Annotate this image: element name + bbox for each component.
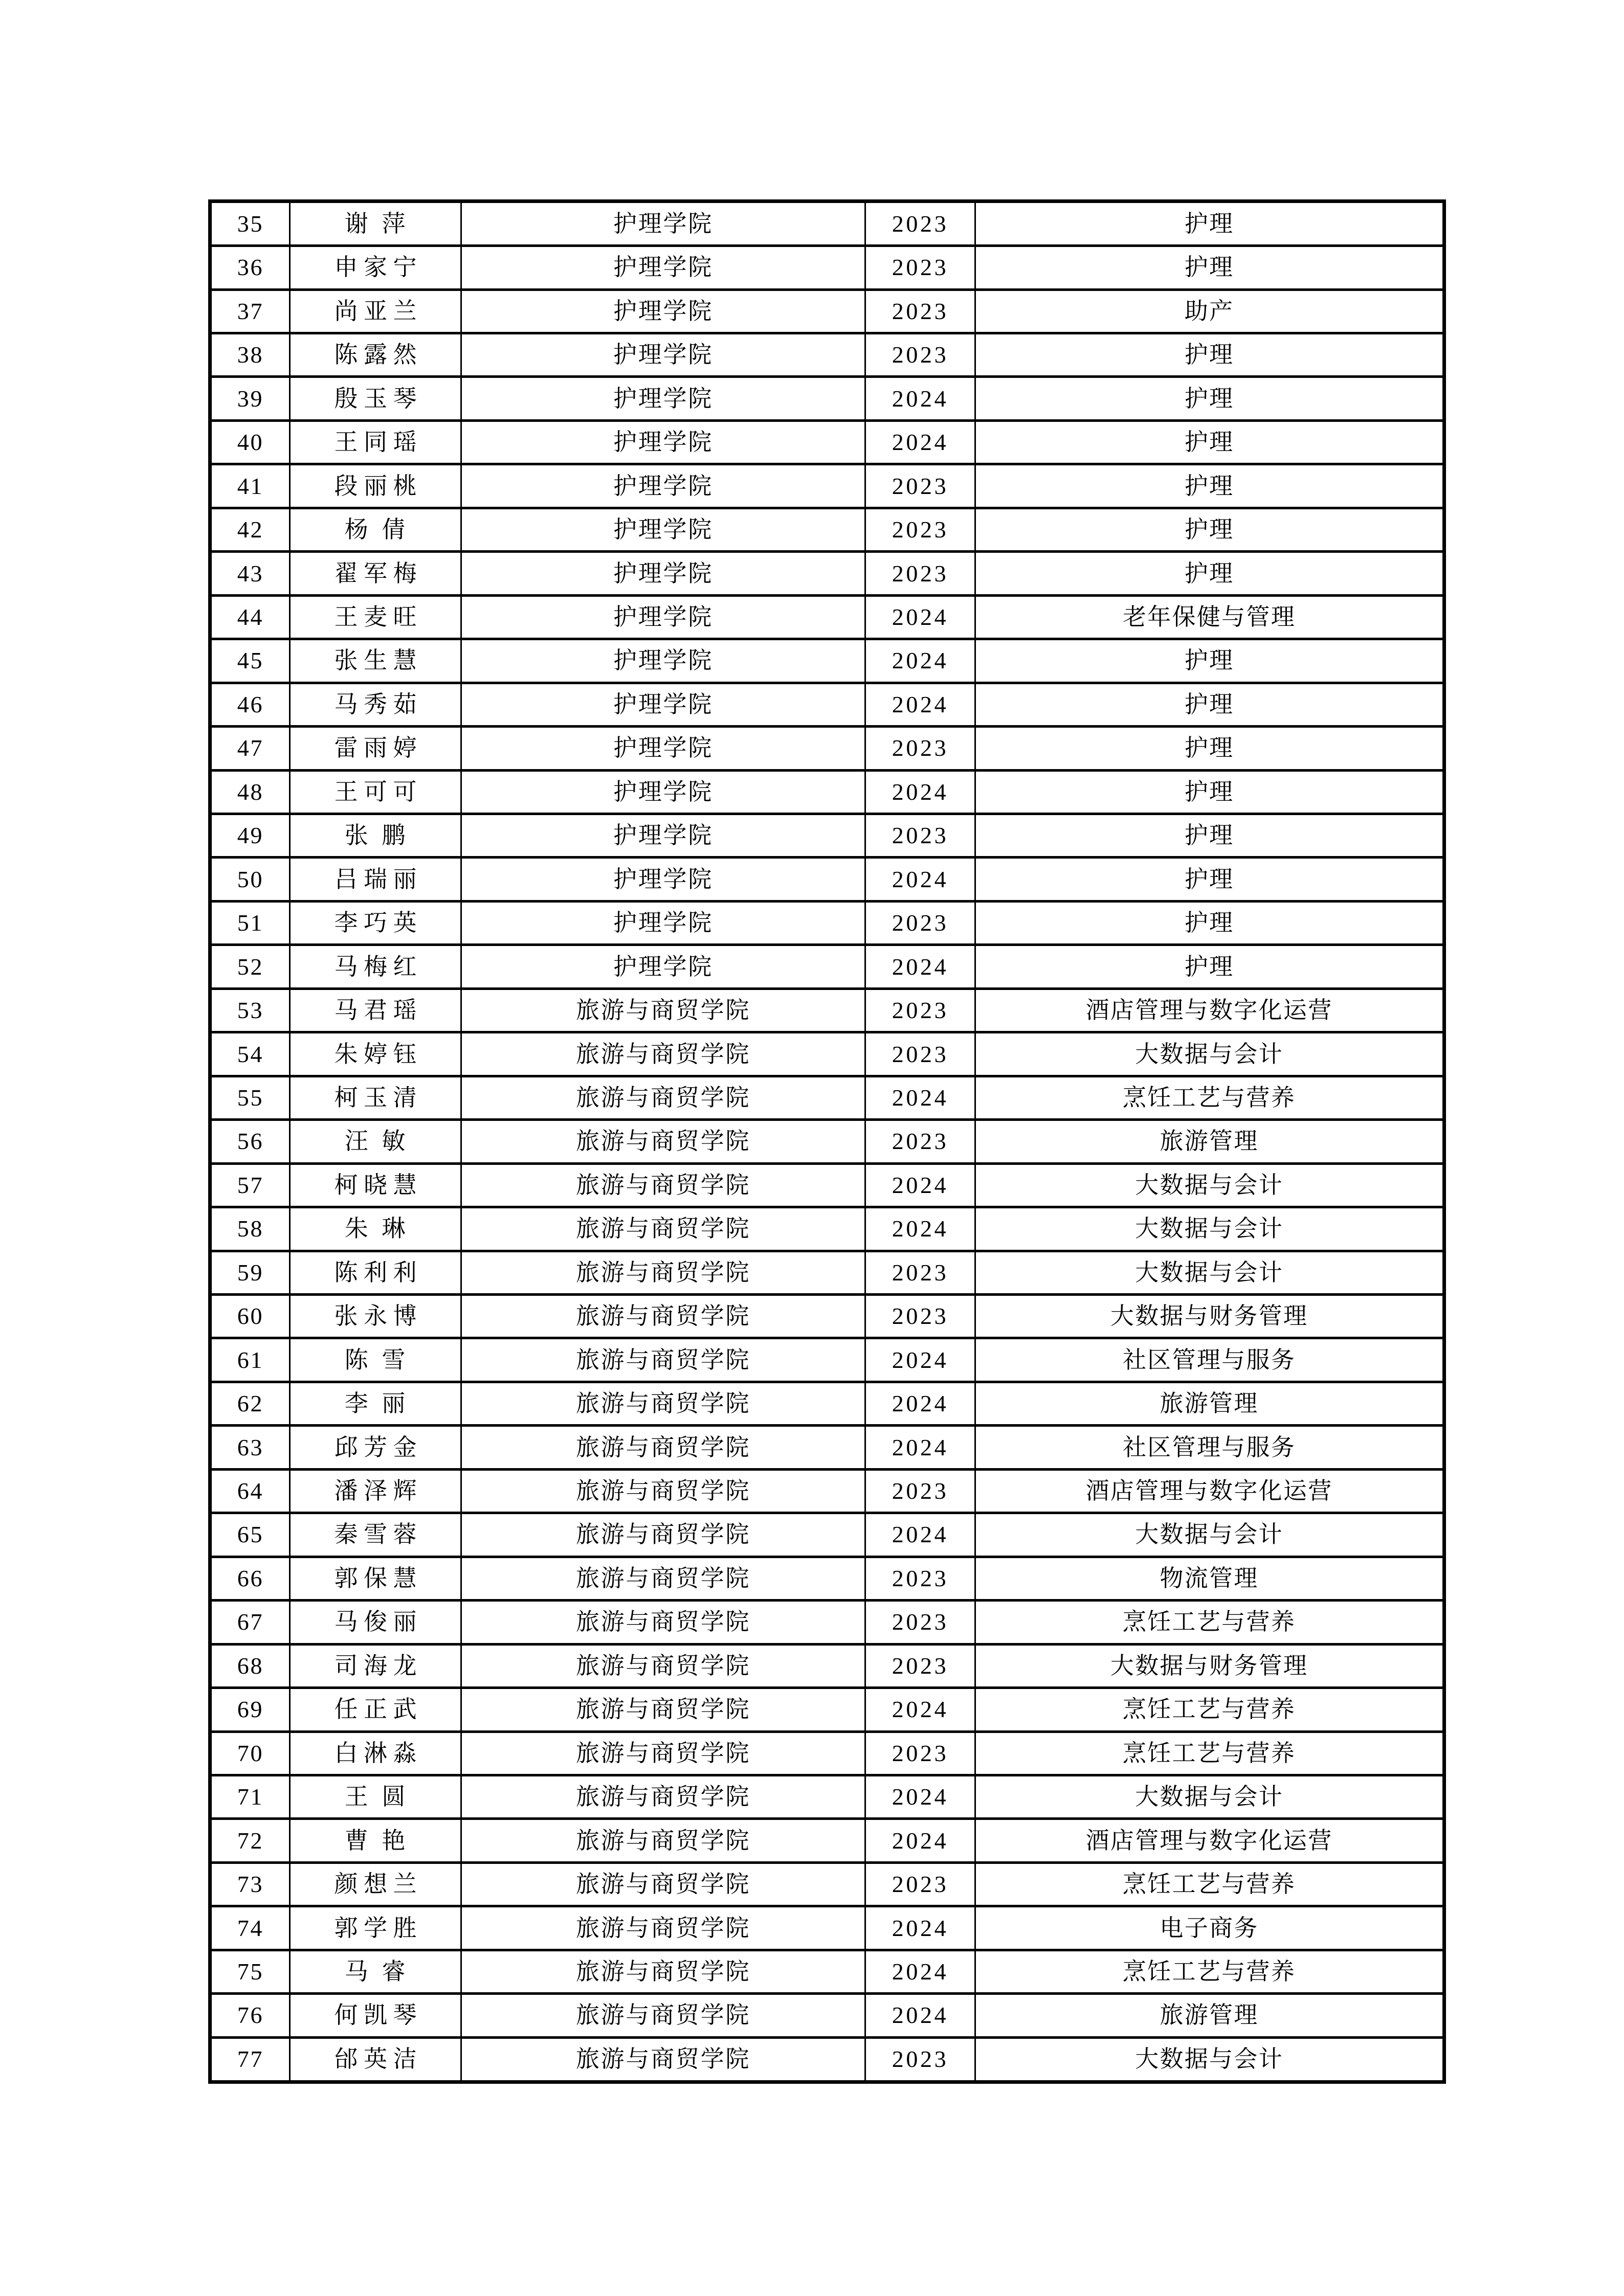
cell-year: 2023 — [865, 1032, 975, 1076]
cell-major: 护理 — [975, 508, 1444, 551]
table-row — [210, 1032, 1444, 1076]
table-row — [210, 1775, 1444, 1818]
cell-college: 护理学院 — [461, 727, 865, 770]
cell-college: 旅游与商贸学院 — [461, 1295, 865, 1338]
cell-year: 2024 — [865, 1950, 975, 1993]
cell-name: 张 鹏 — [290, 814, 461, 858]
cell-year: 2023 — [865, 2037, 975, 2082]
cell-name: 司海龙 — [290, 1644, 461, 1687]
table-row — [210, 552, 1444, 595]
cell-index: 54 — [210, 1032, 290, 1076]
cell-name: 马秀茹 — [290, 683, 461, 726]
cell-major: 大数据与财务管理 — [975, 1644, 1444, 1687]
cell-college: 旅游与商贸学院 — [461, 1601, 865, 1644]
cell-name: 马俊丽 — [290, 1601, 461, 1644]
cell-college: 旅游与商贸学院 — [461, 1819, 865, 1862]
table-row — [210, 1076, 1444, 1119]
cell-name: 王可可 — [290, 770, 461, 814]
table-row — [210, 1120, 1444, 1163]
cell-year: 2024 — [865, 1382, 975, 1425]
cell-year: 2023 — [865, 246, 975, 289]
cell-major: 物流管理 — [975, 1557, 1444, 1600]
cell-name: 朱 琳 — [290, 1207, 461, 1251]
cell-year: 2024 — [865, 1688, 975, 1731]
table-row — [210, 1338, 1444, 1382]
cell-major: 护理 — [975, 377, 1444, 420]
cell-index: 42 — [210, 508, 290, 551]
cell-major: 烹饪工艺与营养 — [975, 1601, 1444, 1644]
cell-name: 马梅红 — [290, 945, 461, 988]
table-row — [210, 1906, 1444, 1950]
cell-index: 43 — [210, 552, 290, 595]
cell-college: 旅游与商贸学院 — [461, 1950, 865, 1993]
cell-major: 酒店管理与数字化运营 — [975, 988, 1444, 1032]
cell-index: 56 — [210, 1120, 290, 1163]
cell-major: 旅游管理 — [975, 1382, 1444, 1425]
cell-name: 陈利利 — [290, 1251, 461, 1294]
cell-name: 李巧英 — [290, 901, 461, 944]
cell-year: 2024 — [865, 639, 975, 683]
cell-index: 57 — [210, 1163, 290, 1207]
cell-name: 任正武 — [290, 1688, 461, 1731]
student-roster-sheet — [208, 199, 1442, 2084]
table-row — [210, 464, 1444, 508]
cell-college: 护理学院 — [461, 683, 865, 726]
student-roster-body — [210, 201, 1444, 2082]
cell-major: 护理 — [975, 552, 1444, 595]
cell-year: 2024 — [865, 1819, 975, 1862]
cell-name: 柯玉清 — [290, 1076, 461, 1119]
cell-major: 酒店管理与数字化运营 — [975, 1469, 1444, 1513]
cell-college: 旅游与商贸学院 — [461, 1906, 865, 1950]
cell-major: 护理 — [975, 246, 1444, 289]
cell-name: 翟军梅 — [290, 552, 461, 595]
table-row — [210, 1644, 1444, 1687]
cell-year: 2023 — [865, 1731, 975, 1775]
cell-index: 55 — [210, 1076, 290, 1119]
cell-index: 70 — [210, 1731, 290, 1775]
cell-index: 60 — [210, 1295, 290, 1338]
cell-year: 2023 — [865, 901, 975, 944]
table-row — [210, 1207, 1444, 1251]
cell-index: 50 — [210, 858, 290, 901]
cell-year: 2024 — [865, 1338, 975, 1382]
cell-major: 大数据与会计 — [975, 1775, 1444, 1818]
cell-college: 旅游与商贸学院 — [461, 1775, 865, 1818]
cell-year: 2024 — [865, 1076, 975, 1119]
cell-year: 2023 — [865, 1295, 975, 1338]
cell-major: 护理 — [975, 464, 1444, 508]
cell-index: 59 — [210, 1251, 290, 1294]
cell-year: 2023 — [865, 988, 975, 1032]
cell-name: 邰英洁 — [290, 2037, 461, 2082]
cell-index: 76 — [210, 1994, 290, 2037]
cell-college: 护理学院 — [461, 858, 865, 901]
cell-major: 护理 — [975, 945, 1444, 988]
cell-year: 2023 — [865, 1557, 975, 1600]
cell-index: 62 — [210, 1382, 290, 1425]
cell-name: 汪 敏 — [290, 1120, 461, 1163]
table-row — [210, 814, 1444, 858]
table-row — [210, 1557, 1444, 1600]
cell-year: 2023 — [865, 289, 975, 333]
table-row — [210, 1994, 1444, 2037]
cell-index: 44 — [210, 595, 290, 639]
cell-year: 2023 — [865, 1469, 975, 1513]
cell-college: 旅游与商贸学院 — [461, 1731, 865, 1775]
cell-year: 2023 — [865, 464, 975, 508]
cell-college: 旅游与商贸学院 — [461, 1120, 865, 1163]
cell-name: 段丽桃 — [290, 464, 461, 508]
cell-major: 大数据与会计 — [975, 1032, 1444, 1076]
cell-name: 申家宁 — [290, 246, 461, 289]
cell-name: 张永博 — [290, 1295, 461, 1338]
cell-major: 护理 — [975, 683, 1444, 726]
table-row — [210, 420, 1444, 464]
cell-college: 旅游与商贸学院 — [461, 1994, 865, 2037]
cell-index: 58 — [210, 1207, 290, 1251]
cell-year: 2024 — [865, 1775, 975, 1818]
cell-name: 曹 艳 — [290, 1819, 461, 1862]
cell-major: 助产 — [975, 289, 1444, 333]
cell-name: 王 圆 — [290, 1775, 461, 1818]
cell-index: 77 — [210, 2037, 290, 2082]
cell-name: 颜想兰 — [290, 1862, 461, 1906]
cell-name: 马 睿 — [290, 1950, 461, 1993]
table-row — [210, 377, 1444, 420]
cell-major: 旅游管理 — [975, 1994, 1444, 2037]
cell-major: 旅游管理 — [975, 1120, 1444, 1163]
cell-college: 护理学院 — [461, 901, 865, 944]
cell-college: 旅游与商贸学院 — [461, 1862, 865, 1906]
cell-major: 大数据与会计 — [975, 2037, 1444, 2082]
cell-college: 护理学院 — [461, 464, 865, 508]
cell-name: 陈 雪 — [290, 1338, 461, 1382]
cell-name: 杨 倩 — [290, 508, 461, 551]
cell-year: 2023 — [865, 1251, 975, 1294]
cell-year: 2023 — [865, 727, 975, 770]
cell-major: 烹饪工艺与营养 — [975, 1076, 1444, 1119]
cell-major: 护理 — [975, 901, 1444, 944]
cell-year: 2024 — [865, 377, 975, 420]
cell-major: 社区管理与服务 — [975, 1338, 1444, 1382]
table-row — [210, 1295, 1444, 1338]
cell-name: 尚亚兰 — [290, 289, 461, 333]
cell-college: 护理学院 — [461, 377, 865, 420]
cell-year: 2023 — [865, 333, 975, 377]
table-row — [210, 1513, 1444, 1557]
cell-year: 2024 — [865, 1163, 975, 1207]
cell-index: 46 — [210, 683, 290, 726]
cell-name: 吕瑞丽 — [290, 858, 461, 901]
cell-index: 52 — [210, 945, 290, 988]
cell-index: 35 — [210, 201, 290, 246]
table-row — [210, 945, 1444, 988]
cell-major: 烹饪工艺与营养 — [975, 1950, 1444, 1993]
cell-college: 护理学院 — [461, 639, 865, 683]
cell-index: 66 — [210, 1557, 290, 1600]
cell-name: 陈露然 — [290, 333, 461, 377]
cell-index: 69 — [210, 1688, 290, 1731]
table-row — [210, 1819, 1444, 1862]
table-row — [210, 1163, 1444, 1207]
cell-name: 王麦旺 — [290, 595, 461, 639]
cell-year: 2023 — [865, 1601, 975, 1644]
cell-index: 72 — [210, 1819, 290, 1862]
cell-major: 老年保健与管理 — [975, 595, 1444, 639]
cell-index: 53 — [210, 988, 290, 1032]
cell-major: 护理 — [975, 770, 1444, 814]
cell-index: 47 — [210, 727, 290, 770]
table-row — [210, 595, 1444, 639]
table-row — [210, 1382, 1444, 1425]
cell-index: 41 — [210, 464, 290, 508]
cell-index: 37 — [210, 289, 290, 333]
cell-college: 护理学院 — [461, 595, 865, 639]
cell-index: 65 — [210, 1513, 290, 1557]
cell-college: 护理学院 — [461, 508, 865, 551]
table-row — [210, 639, 1444, 683]
cell-major: 酒店管理与数字化运营 — [975, 1819, 1444, 1862]
cell-college: 护理学院 — [461, 289, 865, 333]
cell-index: 75 — [210, 1950, 290, 1993]
cell-name: 秦雪蓉 — [290, 1513, 461, 1557]
cell-name: 邱芳金 — [290, 1426, 461, 1469]
cell-year: 2024 — [865, 1426, 975, 1469]
cell-year: 2023 — [865, 1644, 975, 1687]
cell-major: 大数据与会计 — [975, 1251, 1444, 1294]
cell-index: 38 — [210, 333, 290, 377]
cell-year: 2024 — [865, 858, 975, 901]
cell-year: 2024 — [865, 945, 975, 988]
cell-college: 旅游与商贸学院 — [461, 1163, 865, 1207]
cell-year: 2023 — [865, 1120, 975, 1163]
cell-college: 旅游与商贸学院 — [461, 1382, 865, 1425]
cell-index: 39 — [210, 377, 290, 420]
cell-name: 潘泽辉 — [290, 1469, 461, 1513]
cell-year: 2023 — [865, 201, 975, 246]
cell-year: 2023 — [865, 1862, 975, 1906]
cell-college: 旅游与商贸学院 — [461, 1207, 865, 1251]
cell-college: 护理学院 — [461, 552, 865, 595]
cell-major: 护理 — [975, 814, 1444, 858]
table-row — [210, 1688, 1444, 1731]
cell-name: 雷雨婷 — [290, 727, 461, 770]
table-row — [210, 770, 1444, 814]
table-row — [210, 1862, 1444, 1906]
table-row — [210, 1601, 1444, 1644]
cell-year: 2024 — [865, 683, 975, 726]
cell-year: 2024 — [865, 420, 975, 464]
cell-college: 护理学院 — [461, 246, 865, 289]
table-row — [210, 246, 1444, 289]
cell-major: 烹饪工艺与营养 — [975, 1731, 1444, 1775]
cell-major: 大数据与会计 — [975, 1513, 1444, 1557]
cell-index: 68 — [210, 1644, 290, 1687]
cell-index: 71 — [210, 1775, 290, 1818]
cell-index: 67 — [210, 1601, 290, 1644]
cell-name: 张生慧 — [290, 639, 461, 683]
cell-major: 护理 — [975, 727, 1444, 770]
cell-college: 旅游与商贸学院 — [461, 1644, 865, 1687]
cell-college: 旅游与商贸学院 — [461, 988, 865, 1032]
table-row — [210, 333, 1444, 377]
cell-year: 2023 — [865, 508, 975, 551]
table-row — [210, 1426, 1444, 1469]
cell-index: 61 — [210, 1338, 290, 1382]
cell-year: 2024 — [865, 595, 975, 639]
cell-year: 2024 — [865, 1906, 975, 1950]
cell-name: 郭学胜 — [290, 1906, 461, 1950]
cell-index: 64 — [210, 1469, 290, 1513]
cell-college: 护理学院 — [461, 420, 865, 464]
cell-index: 36 — [210, 246, 290, 289]
cell-college: 旅游与商贸学院 — [461, 1688, 865, 1731]
cell-index: 45 — [210, 639, 290, 683]
cell-major: 大数据与财务管理 — [975, 1295, 1444, 1338]
table-row — [210, 1731, 1444, 1775]
cell-major: 大数据与会计 — [975, 1207, 1444, 1251]
cell-college: 旅游与商贸学院 — [461, 1513, 865, 1557]
cell-year: 2023 — [865, 814, 975, 858]
cell-college: 旅游与商贸学院 — [461, 1469, 865, 1513]
cell-index: 73 — [210, 1862, 290, 1906]
table-row — [210, 1950, 1444, 1993]
table-row — [210, 1251, 1444, 1294]
cell-major: 护理 — [975, 201, 1444, 246]
cell-year: 2024 — [865, 1513, 975, 1557]
cell-name: 殷玉琴 — [290, 377, 461, 420]
cell-major: 护理 — [975, 858, 1444, 901]
cell-college: 护理学院 — [461, 814, 865, 858]
cell-major: 大数据与会计 — [975, 1163, 1444, 1207]
cell-college: 护理学院 — [461, 201, 865, 246]
table-row — [210, 988, 1444, 1032]
table-row — [210, 508, 1444, 551]
cell-index: 48 — [210, 770, 290, 814]
cell-index: 74 — [210, 1906, 290, 1950]
cell-major: 电子商务 — [975, 1906, 1444, 1950]
cell-index: 63 — [210, 1426, 290, 1469]
cell-college: 旅游与商贸学院 — [461, 1557, 865, 1600]
cell-name: 柯晓慧 — [290, 1163, 461, 1207]
cell-major: 烹饪工艺与营养 — [975, 1688, 1444, 1731]
cell-year: 2024 — [865, 1207, 975, 1251]
cell-major: 社区管理与服务 — [975, 1426, 1444, 1469]
cell-year: 2024 — [865, 770, 975, 814]
cell-name: 谢 萍 — [290, 201, 461, 246]
cell-index: 49 — [210, 814, 290, 858]
cell-name: 王同瑶 — [290, 420, 461, 464]
cell-college: 旅游与商贸学院 — [461, 2037, 865, 2082]
cell-name: 朱婷钰 — [290, 1032, 461, 1076]
cell-year: 2023 — [865, 552, 975, 595]
cell-year: 2024 — [865, 1994, 975, 2037]
table-row — [210, 727, 1444, 770]
cell-name: 白淋淼 — [290, 1731, 461, 1775]
cell-major: 护理 — [975, 639, 1444, 683]
cell-name: 马君瑶 — [290, 988, 461, 1032]
cell-college: 护理学院 — [461, 333, 865, 377]
cell-major: 护理 — [975, 420, 1444, 464]
table-row — [210, 1469, 1444, 1513]
table-row — [210, 2037, 1444, 2082]
cell-major: 护理 — [975, 333, 1444, 377]
student-roster-table — [208, 199, 1446, 2084]
cell-college: 护理学院 — [461, 770, 865, 814]
cell-college: 旅游与商贸学院 — [461, 1426, 865, 1469]
cell-college: 旅游与商贸学院 — [461, 1251, 865, 1294]
table-row — [210, 289, 1444, 333]
cell-college: 护理学院 — [461, 945, 865, 988]
cell-index: 51 — [210, 901, 290, 944]
cell-major: 烹饪工艺与营养 — [975, 1862, 1444, 1906]
table-row — [210, 683, 1444, 726]
table-row — [210, 201, 1444, 246]
cell-name: 郭保慧 — [290, 1557, 461, 1600]
cell-college: 旅游与商贸学院 — [461, 1338, 865, 1382]
cell-college: 旅游与商贸学院 — [461, 1076, 865, 1119]
cell-college: 旅游与商贸学院 — [461, 1032, 865, 1076]
table-row — [210, 858, 1444, 901]
cell-index: 40 — [210, 420, 290, 464]
cell-name: 李 丽 — [290, 1382, 461, 1425]
cell-name: 何凯琴 — [290, 1994, 461, 2037]
table-row — [210, 901, 1444, 944]
